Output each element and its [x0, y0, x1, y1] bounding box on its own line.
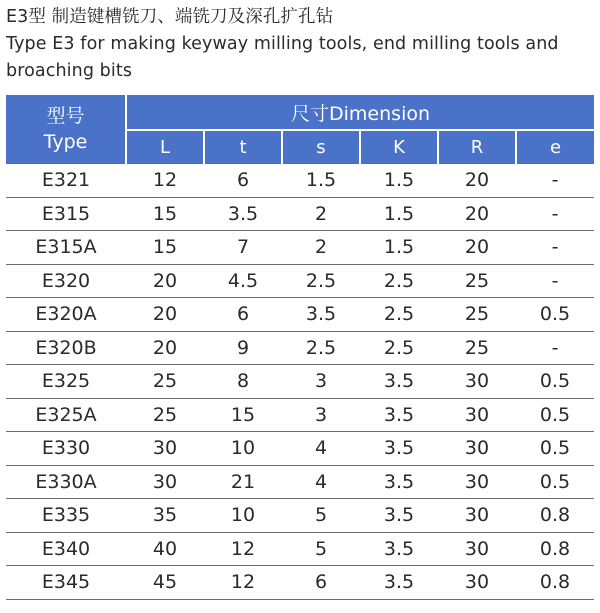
cell-e: 0.5 — [516, 465, 594, 499]
cell-K: 2.5 — [360, 331, 438, 365]
table-body — [6, 164, 594, 600]
cell-R: 30 — [438, 532, 516, 566]
table-row — [6, 298, 594, 332]
cell-t: 9 — [204, 331, 282, 365]
cell-type: E320A — [6, 298, 126, 332]
cell-K: 2.5 — [360, 298, 438, 332]
table-header — [6, 95, 594, 164]
cell-type: E315 — [6, 197, 126, 231]
cell-e: - — [516, 231, 594, 265]
cell-s: 3 — [282, 398, 360, 432]
cell-K: 3.5 — [360, 499, 438, 533]
cell-K: 1.5 — [360, 231, 438, 265]
table-row — [6, 499, 594, 533]
cell-s: 2 — [282, 197, 360, 231]
cell-s: 3 — [282, 365, 360, 399]
cell-s: 2.5 — [282, 331, 360, 365]
cell-s: 3.5 — [282, 298, 360, 332]
cell-L: 12 — [126, 164, 204, 198]
cell-e: 0.5 — [516, 432, 594, 466]
cell-R: 30 — [438, 566, 516, 600]
table-row — [6, 398, 594, 432]
cell-t: 6 — [204, 164, 282, 198]
cell-s: 6 — [282, 566, 360, 600]
table-row — [6, 365, 594, 399]
cell-t: 10 — [204, 432, 282, 466]
type-header-chinese: 型号 — [46, 105, 85, 127]
title-english-line-2: broaching bits — [6, 61, 133, 81]
column-header-s: s — [282, 130, 360, 164]
cell-R: 25 — [438, 298, 516, 332]
cell-s: 5 — [282, 532, 360, 566]
cell-L: 20 — [126, 331, 204, 365]
cell-L: 20 — [126, 264, 204, 298]
cell-L: 15 — [126, 197, 204, 231]
cell-K: 3.5 — [360, 566, 438, 600]
table-row — [6, 465, 594, 499]
cell-R: 20 — [438, 197, 516, 231]
cell-s: 4 — [282, 465, 360, 499]
column-header-K: K — [360, 130, 438, 164]
cell-t: 15 — [204, 398, 282, 432]
cell-K: 3.5 — [360, 465, 438, 499]
cell-L: 15 — [126, 231, 204, 265]
cell-type: E325A — [6, 398, 126, 432]
cell-e: 0.8 — [516, 499, 594, 533]
column-header-e: e — [516, 130, 594, 164]
cell-type: E345 — [6, 566, 126, 600]
cell-e: - — [516, 331, 594, 365]
cell-e: 0.5 — [516, 298, 594, 332]
cell-t: 6 — [204, 298, 282, 332]
type-header-english: Type — [43, 131, 88, 153]
cell-t: 4.5 — [204, 264, 282, 298]
cell-L: 35 — [126, 499, 204, 533]
table-row — [6, 566, 594, 600]
cell-type: E315A — [6, 231, 126, 265]
cell-s: 1.5 — [282, 164, 360, 198]
cell-K: 3.5 — [360, 532, 438, 566]
cell-e: 0.8 — [516, 532, 594, 566]
cell-L: 25 — [126, 365, 204, 399]
cell-K: 3.5 — [360, 432, 438, 466]
cell-t: 3.5 — [204, 197, 282, 231]
cell-s: 5 — [282, 499, 360, 533]
cell-s: 2.5 — [282, 264, 360, 298]
cell-e: 0.5 — [516, 398, 594, 432]
table-row — [6, 331, 594, 365]
cell-R: 25 — [438, 264, 516, 298]
cell-type: E320B — [6, 331, 126, 365]
cell-L: 30 — [126, 465, 204, 499]
cell-L: 25 — [126, 398, 204, 432]
cell-e: 0.5 — [516, 365, 594, 399]
cell-s: 2 — [282, 231, 360, 265]
cell-R: 25 — [438, 331, 516, 365]
cell-e: - — [516, 264, 594, 298]
cell-t: 12 — [204, 566, 282, 600]
cell-K: 1.5 — [360, 164, 438, 198]
table-row — [6, 164, 594, 198]
cell-K: 3.5 — [360, 398, 438, 432]
cell-R: 20 — [438, 231, 516, 265]
cell-t: 7 — [204, 231, 282, 265]
cell-L: 20 — [126, 298, 204, 332]
table-row — [6, 197, 594, 231]
title-english-line-1: Type E3 for making keyway milling tools, end milling tools and — [6, 34, 559, 54]
column-header-L: L — [126, 130, 204, 164]
cell-K: 3.5 — [360, 365, 438, 399]
cell-R: 30 — [438, 365, 516, 399]
cell-type: E330A — [6, 465, 126, 499]
cell-type: E340 — [6, 532, 126, 566]
title-chinese: E3型 制造键槽铣刀、端铣刀及深孔扩孔钻 — [6, 7, 334, 27]
cell-K: 2.5 — [360, 264, 438, 298]
cell-t: 8 — [204, 365, 282, 399]
cell-t: 21 — [204, 465, 282, 499]
cell-type: E335 — [6, 499, 126, 533]
cell-type: E330 — [6, 432, 126, 466]
cell-t: 12 — [204, 532, 282, 566]
cell-R: 30 — [438, 499, 516, 533]
column-header-t: t — [204, 130, 282, 164]
cell-type: E325 — [6, 365, 126, 399]
cell-type: E320 — [6, 264, 126, 298]
dimension-table — [6, 95, 594, 600]
cell-K: 1.5 — [360, 197, 438, 231]
cell-R: 20 — [438, 164, 516, 198]
table-row — [6, 264, 594, 298]
cell-L: 30 — [126, 432, 204, 466]
cell-R: 30 — [438, 398, 516, 432]
table-row — [6, 231, 594, 265]
cell-e: - — [516, 197, 594, 231]
cell-s: 4 — [282, 432, 360, 466]
type-column-header — [6, 95, 126, 164]
column-header-R: R — [438, 130, 516, 164]
cell-t: 10 — [204, 499, 282, 533]
page-title — [6, 4, 594, 85]
table-row — [6, 532, 594, 566]
cell-e: - — [516, 164, 594, 198]
cell-e: 0.8 — [516, 566, 594, 600]
cell-L: 40 — [126, 532, 204, 566]
dimension-group-header: 尺寸Dimension — [126, 95, 594, 130]
cell-type: E321 — [6, 164, 126, 198]
cell-R: 30 — [438, 465, 516, 499]
cell-L: 45 — [126, 566, 204, 600]
cell-R: 30 — [438, 432, 516, 466]
table-row — [6, 432, 594, 466]
